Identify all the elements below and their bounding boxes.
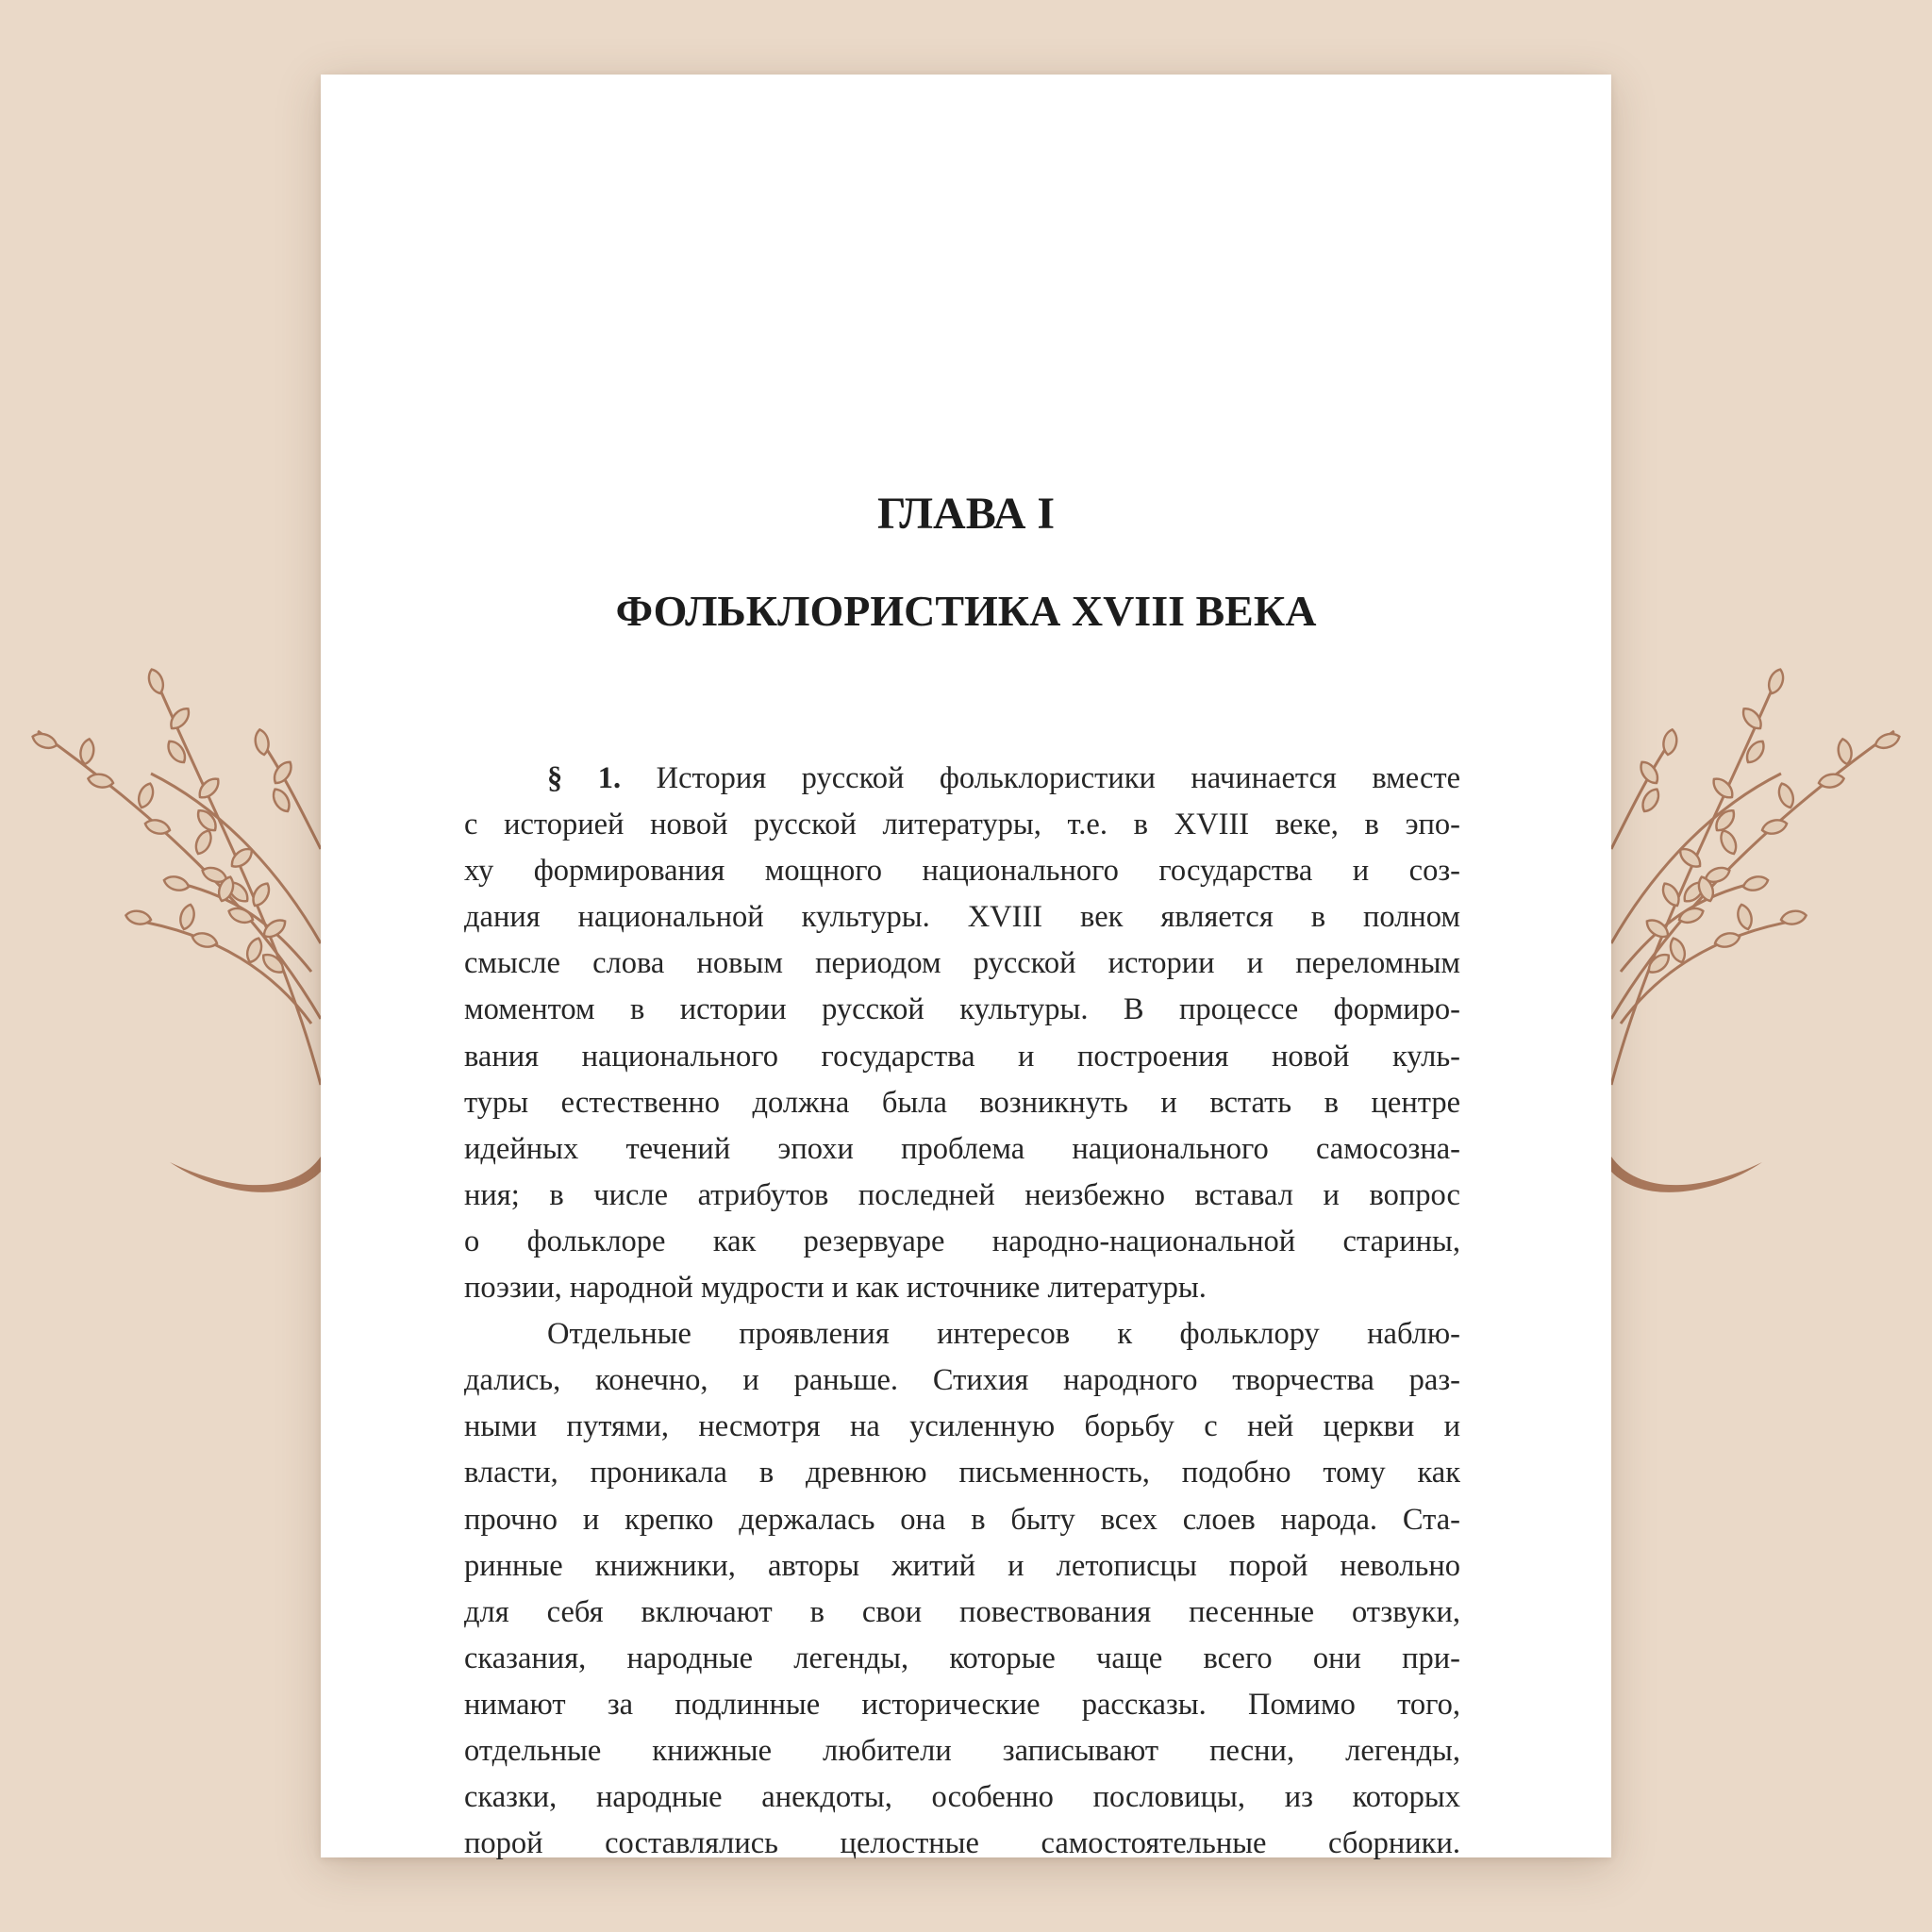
text-line: ху формирования мощного национального государства и соз- (464, 854, 1460, 889)
text-line: туры естественно должна была возникнуть и встать в центре (464, 1085, 1460, 1120)
text-line: с историей новой русской литературы, т.е. в XVIII веке, в эпо- (464, 808, 1460, 842)
text-line: дались, конечно, и раньше. Стихия народного творчества раз- (464, 1363, 1460, 1398)
body-text (464, 756, 1460, 1867)
section-mark: § 1. (547, 761, 622, 795)
text-line: вания национального государства и построения новой куль- (464, 1039, 1460, 1074)
text-line: сказки, народные анекдоты, особенно пословицы, из которых (464, 1780, 1460, 1815)
paragraph-1-line-1 (464, 756, 1460, 802)
text-line: нимают за подлинные исторические рассказы. Помимо того, (464, 1687, 1460, 1722)
book-page (321, 75, 1611, 1861)
paragraph-2-first-line: Отдельные проявления интересов к фольклору наблю- (547, 1317, 1460, 1352)
text-line: порой составлялись целостные самостоятельные сборники. (464, 1826, 1460, 1861)
text-line: ными путями, несмотря на усиленную борьбу с ней церкви и (464, 1409, 1460, 1444)
text-line: дания национальной культуры. XVIII век является в полном (464, 900, 1460, 935)
text-line: прочно и крепко держалась она в быту всех слоев народа. Ста- (464, 1502, 1460, 1537)
paragraph-1-first-line: История русской фольклористики начинается вместе (656, 761, 1460, 795)
text-line: идейных течений эпохи проблема национального самосозна- (464, 1131, 1460, 1166)
text-line: ния; в числе атрибутов последней неизбежно вставал и вопрос (464, 1177, 1460, 1212)
text-line: сказания, народные легенды, которые чаще всего они при- (464, 1641, 1460, 1675)
text-line: о фольклоре как резервуаре народно-национальной старины, (464, 1224, 1460, 1258)
text-line: власти, проникала в древнюю письменность, подобно тому как (464, 1456, 1460, 1491)
text-line: для себя включают в свои повествования песенные отзвуки, (464, 1594, 1460, 1629)
text-line: смысле слова новым периодом русской истории и переломным (464, 946, 1460, 981)
text-line: отдельные книжные любители записывают песни, легенды, (464, 1733, 1460, 1768)
text-line: моментом в истории русской культуры. В процессе формиро- (464, 992, 1460, 1027)
chapter-label: ГЛАВА I (876, 489, 1056, 539)
text-line: поэзии, народной мудрости и как источнике литературы. (464, 1271, 1207, 1306)
text-line: ринные книжники, авторы житий и летописцы порой невольно (464, 1548, 1460, 1583)
chapter-title: ФОЛЬКЛОРИСТИКА XVIII ВЕКА (615, 587, 1317, 635)
